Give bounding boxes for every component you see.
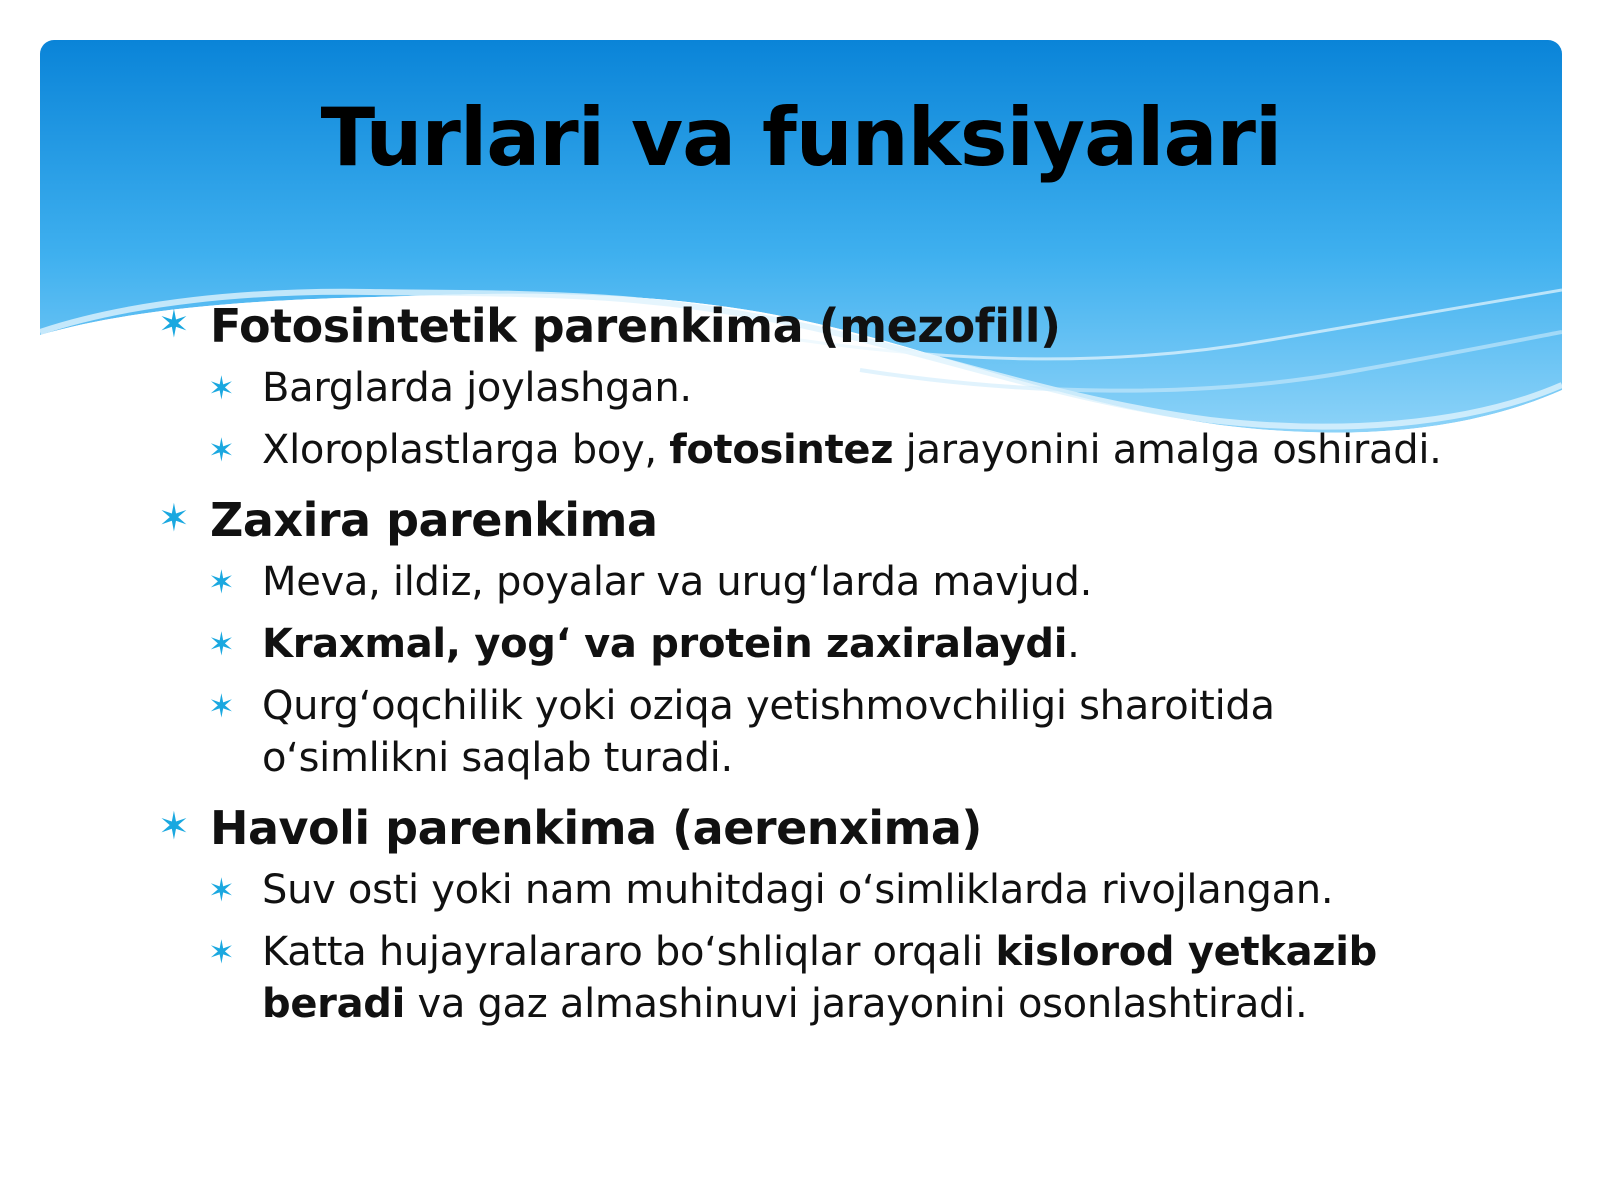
list-item-text: Qurg‘oqchilik yoki oziqa yetishmovchiligi sharoitida o‘simlikni saqlab turadi. — [262, 683, 1275, 781]
list-item — [158, 424, 1448, 476]
section-heading-fotosintetik — [158, 296, 1448, 356]
list-item — [158, 556, 1448, 608]
list-item-bold-text: kislorod yetkazib beradi — [262, 929, 1377, 1027]
list-item — [158, 362, 1448, 414]
list-item — [158, 618, 1448, 670]
bullet-list — [158, 296, 1448, 1030]
section-heading-text: Fotosintetik parenkima (mezofill) — [210, 299, 1061, 353]
list-item-text: . — [1067, 621, 1080, 667]
star-bullet-icon: ✶ — [158, 496, 190, 540]
list-item-text: va gaz almashinuvi jarayonini osonlashtiradi. — [405, 981, 1308, 1027]
star-bullet-icon: ✶ — [208, 687, 235, 725]
list-item-text: Suv osti yoki nam muhitdagi o‘simliklarda rivojlangan. — [262, 867, 1334, 913]
list-item-text: Meva, ildiz, poyalar va urug‘larda mavjud. — [262, 559, 1092, 605]
star-bullet-icon: ✶ — [208, 431, 235, 469]
slide-title: Turlari va funksiyalari — [320, 91, 1282, 184]
star-bullet-icon: ✶ — [208, 625, 235, 663]
star-bullet-icon: ✶ — [208, 563, 235, 601]
star-bullet-icon: ✶ — [208, 369, 235, 407]
list-item-bold-text: Kraxmal, yog‘ va protein zaxiralaydi — [262, 621, 1068, 667]
star-bullet-icon: ✶ — [208, 933, 235, 971]
list-item-bold-text: fotosintez — [669, 427, 894, 473]
section-heading-text: Zaxira parenkima — [210, 493, 658, 547]
section-heading-text: Havoli parenkima (aerenxima) — [210, 801, 982, 855]
list-item-text: jarayonini amalga oshiradi. — [893, 427, 1442, 473]
list-item — [158, 864, 1448, 916]
star-bullet-icon: ✶ — [158, 804, 190, 848]
section-heading-zaxira — [158, 490, 1448, 550]
list-item-text: Katta hujayralararo bo‘shliqlar orqali — [262, 929, 996, 975]
section-heading-havoli — [158, 798, 1448, 858]
list-item — [158, 926, 1448, 1030]
list-item-text: Barglarda joylashgan. — [262, 365, 692, 411]
star-bullet-icon: ✶ — [208, 871, 235, 909]
star-bullet-icon: ✶ — [158, 302, 190, 346]
list-item-text: Xloroplastlarga boy, — [262, 427, 670, 473]
list-item — [158, 680, 1448, 784]
